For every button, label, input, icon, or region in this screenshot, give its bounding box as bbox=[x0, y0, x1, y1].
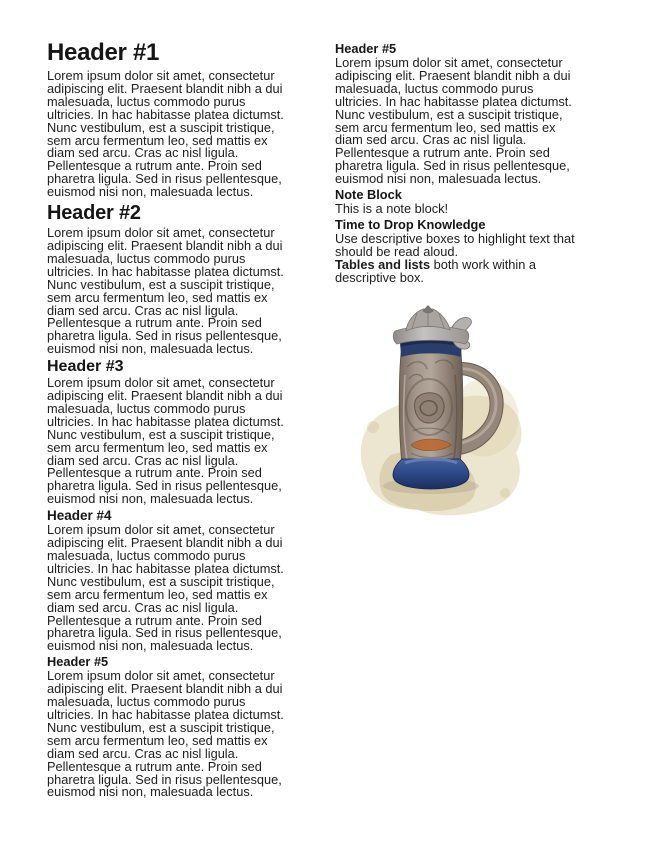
knowledge-block-title: Time to Drop Knowledge bbox=[335, 216, 486, 232]
section-header-5-left bbox=[47, 655, 293, 799]
header-2: Header #2 bbox=[47, 202, 141, 225]
header-3: Header #3 bbox=[47, 358, 124, 376]
header-4: Header #4 bbox=[47, 508, 112, 524]
tables-and-lists-rest: both work within a descriptive box. bbox=[335, 256, 537, 285]
section-header-5-right bbox=[335, 42, 583, 186]
lid-finial bbox=[423, 305, 433, 312]
note-block-title: Note Block bbox=[335, 187, 402, 203]
section-header-2 bbox=[47, 202, 293, 356]
note-block bbox=[335, 188, 583, 216]
paragraph-header-2: Lorem ipsum dolor sit amet, consectetur adipiscing elit. Praesent blandit nibh a dui malesuada, luctus commodo purus ultricies. In hac habitasse platea dictumst. Nunc vestibulum, est a suscipit tristique, sem arcu fermentum leo, sed mattis ex diam sed arcu. Cras ac nisl ligula. Pellentesque a rutrum ante. Proin sed pharetra ligula. Sed in risus pellentesque, euismod nisi non, malesuada lectus. bbox=[47, 225, 284, 357]
tables-and-lists-bold: Tables and lists bbox=[335, 256, 431, 272]
paragraph-header-5-left: Lorem ipsum dolor sit amet, consectetur adipiscing elit. Praesent blandit nibh a dui malesuada, luctus commodo purus ultricies. In hac habitasse platea dictumst. Nunc vestibulum, est a suscipit tristique, sem arcu fermentum leo, sed mattis ex diam sed arcu. Cras ac nisl ligula. Pellentesque a rutrum ante. Proin sed pharetra ligula. Sed in risus pellentesque, euismod nisi non, malesuada lectus. bbox=[47, 668, 284, 800]
section-header-4 bbox=[47, 508, 293, 653]
beer-stein-illustration bbox=[355, 305, 530, 520]
paragraph-header-3: Lorem ipsum dolor sit amet, consectetur adipiscing elit. Praesent blandit nibh a dui malesuada, luctus commodo purus ultricies. In hac habitasse platea dictumst. Nunc vestibulum, est a suscipit tristique, sem arcu fermentum leo, sed mattis ex diam sed arcu. Cras ac nisl ligula. Pellentesque a rutrum ante. Proin sed pharetra ligula. Sed in risus pellentesque, euismod nisi non, malesuada lectus. bbox=[47, 375, 284, 507]
knowledge-block-emphasis-line bbox=[335, 256, 583, 285]
paragraph-header-1: Lorem ipsum dolor sit amet, consectetur adipiscing elit. Praesent blandit nibh a dui malesuada, luctus commodo purus ultricies. In hac habitasse platea dictumst. Nunc vestibulum, est a suscipit tristique, sem arcu fermentum leo, sed mattis ex diam sed arcu. Cras ac nisl ligula. Pellentesque a rutrum ante. Proin sed pharetra ligula. Sed in risus pellentesque, euismod nisi non, malesuada lectus. bbox=[47, 68, 284, 200]
header-5-right: Header #5 bbox=[335, 41, 397, 56]
paragraph-header-5-right: Lorem ipsum dolor sit amet, consectetur adipiscing elit. Praesent blandit nibh a dui malesuada, luctus commodo purus ultricies. In hac habitasse platea dictumst. Nunc vestibulum, est a suscipit tristique, sem arcu fermentum leo, sed mattis ex diam sed arcu. Cras ac nisl ligula. Pellentesque a rutrum ante. Proin sed pharetra ligula. Sed in risus pellentesque, euismod nisi non, malesuada lectus. bbox=[335, 55, 572, 187]
header-1: Header #1 bbox=[47, 39, 160, 66]
beer-stein-svg bbox=[355, 305, 530, 520]
stein-body bbox=[399, 353, 463, 465]
paragraph-header-4: Lorem ipsum dolor sit amet, consectetur adipiscing elit. Praesent blandit nibh a dui malesuada, luctus commodo purus ultricies. In hac habitasse platea dictumst. Nunc vestibulum, est a suscipit tristique, sem arcu fermentum leo, sed mattis ex diam sed arcu. Cras ac nisl ligula. Pellentesque a rutrum ante. Proin sed pharetra ligula. Sed in risus pellentesque, euismod nisi non, malesuada lectus. bbox=[47, 522, 284, 654]
header-5-left: Header #5 bbox=[47, 654, 109, 670]
note-block-text: This is a note block! bbox=[335, 201, 449, 217]
left-column bbox=[47, 40, 293, 844]
knowledge-block-text: Use descriptive boxes to highlight text that should be read aloud. bbox=[335, 230, 575, 259]
knowledge-block bbox=[335, 218, 583, 285]
section-header-1 bbox=[47, 40, 293, 199]
stein-foot bbox=[393, 459, 469, 489]
right-column bbox=[335, 40, 583, 844]
section-header-3 bbox=[47, 358, 293, 506]
